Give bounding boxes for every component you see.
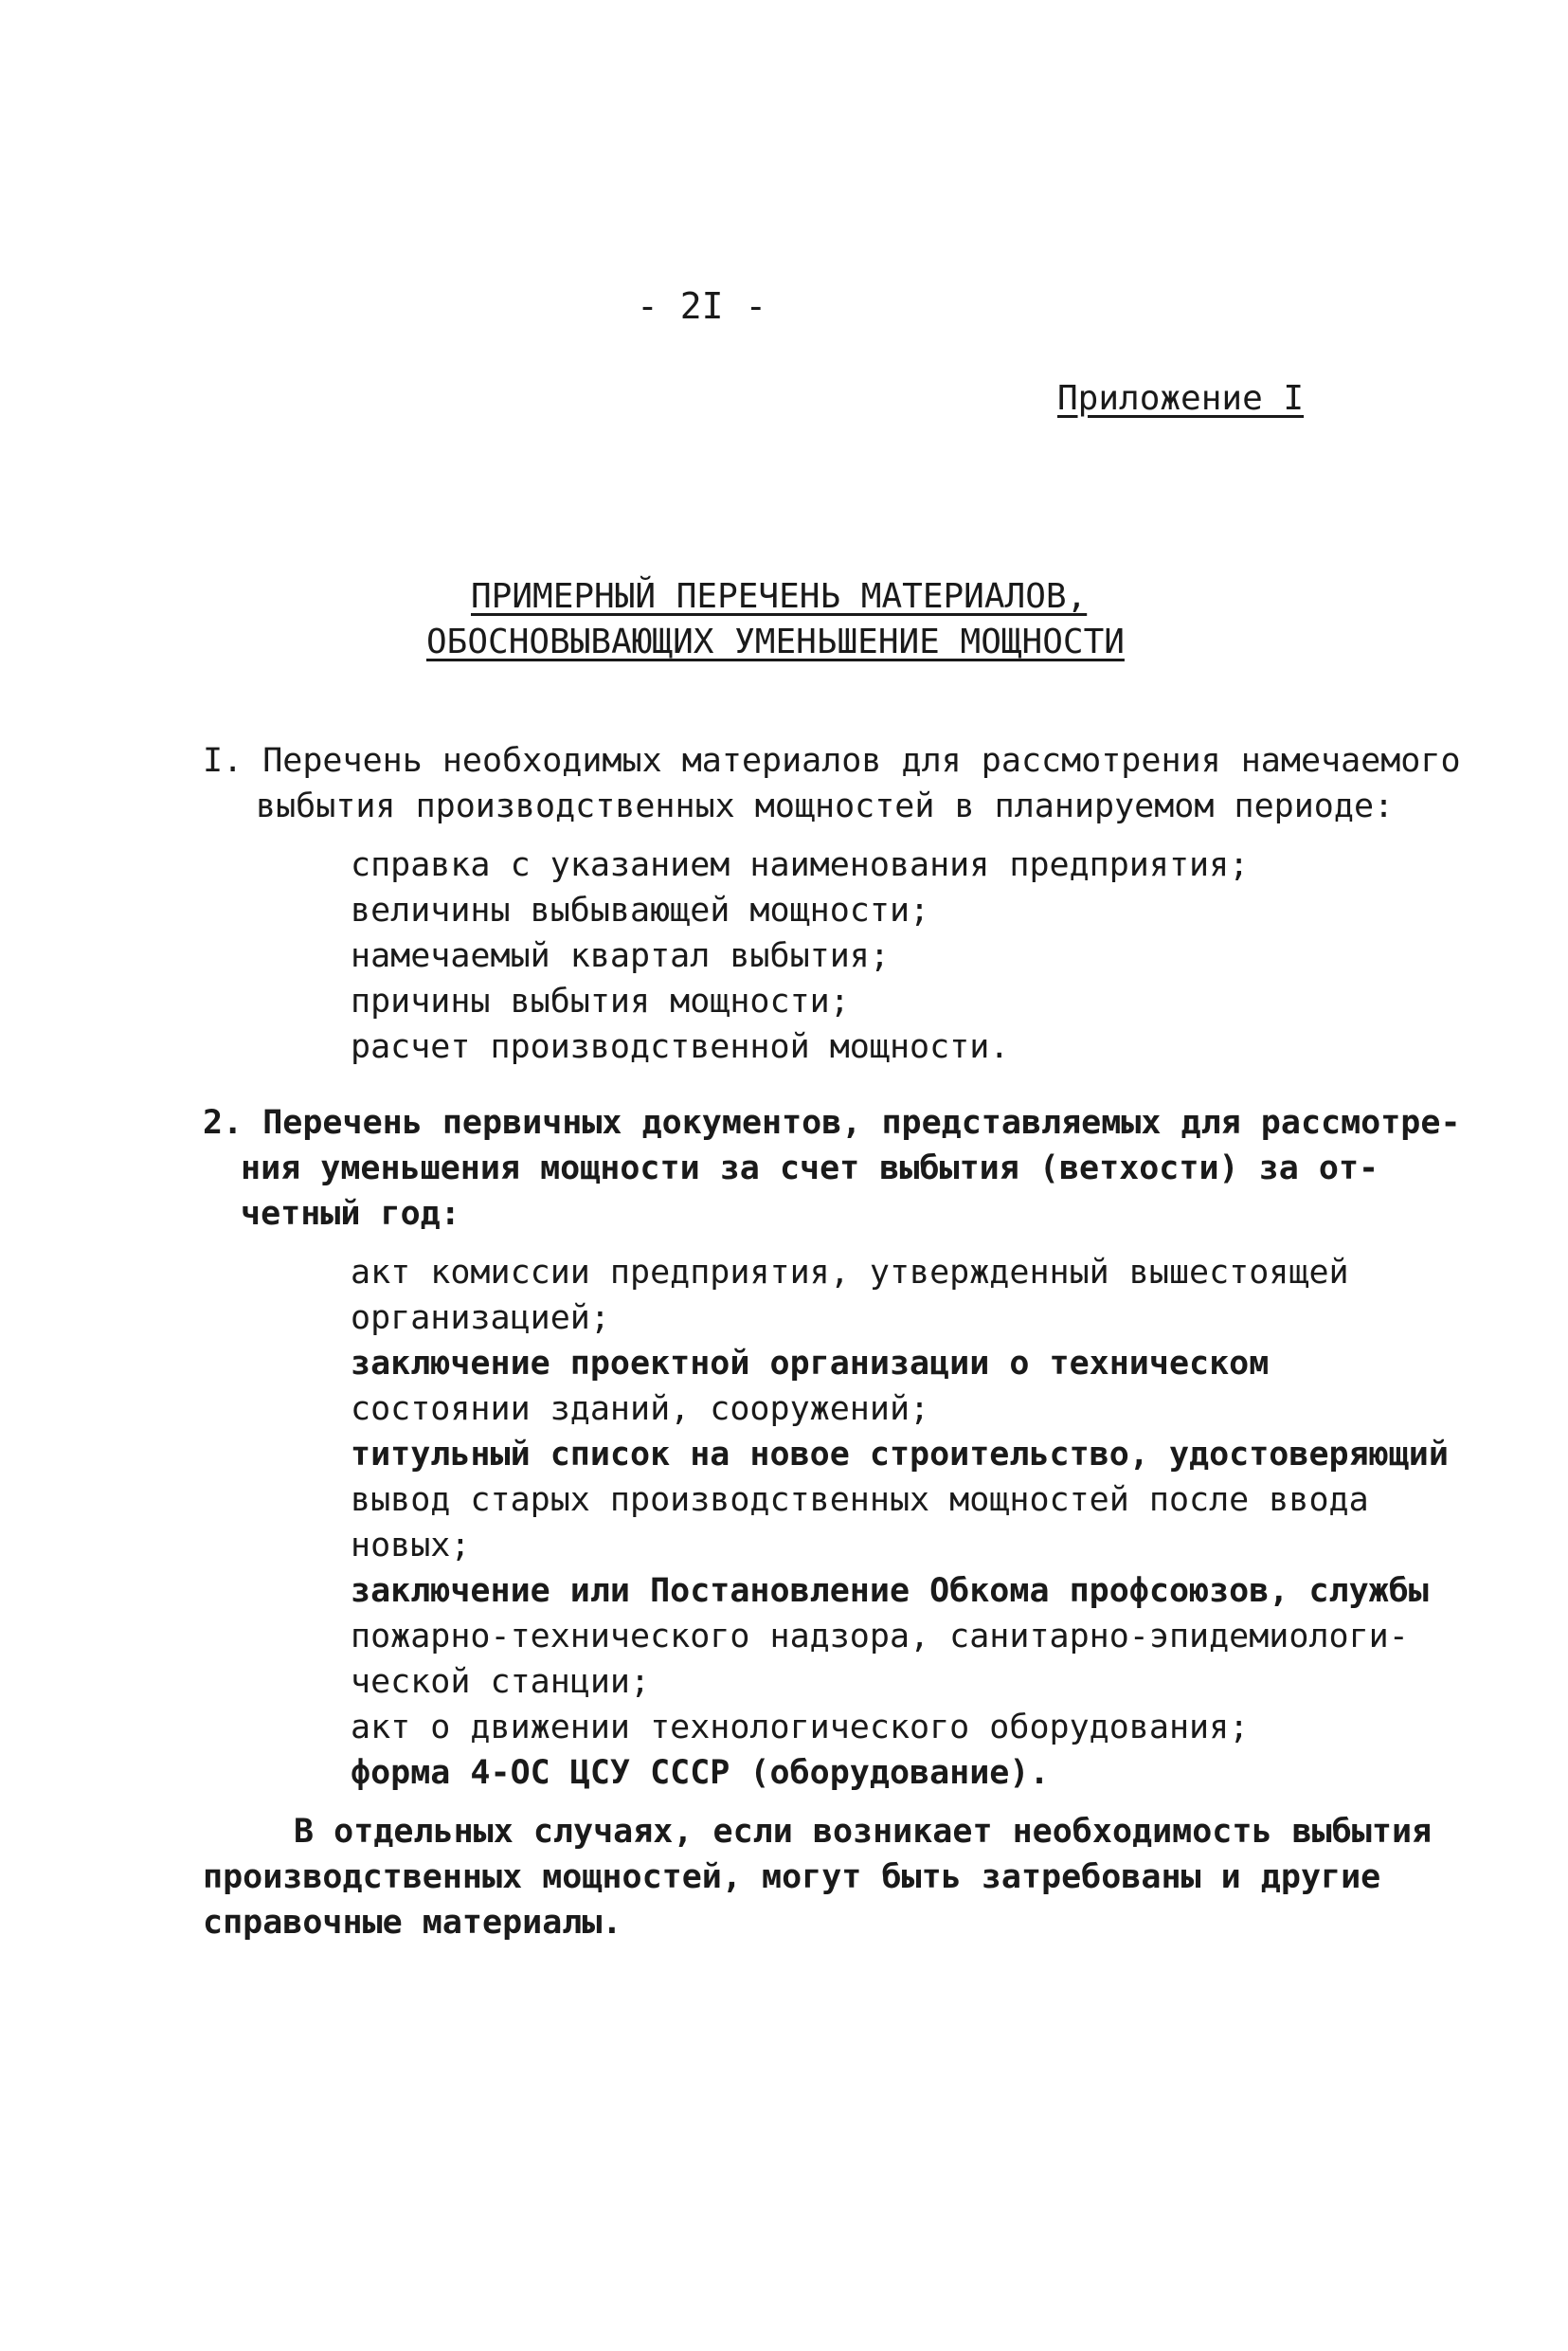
section-2-heading-line-3: четный год: [241,1195,460,1233]
section-2-list-line: заключение проектной организации о техническом [351,1345,1270,1383]
section-1-list-item: расчет производственной мощности. [351,1028,1010,1066]
closing-paragraph-line-2: производственных мощностей, могут быть затребованы и другие [203,1858,1381,1896]
section-1-list-item: причины выбытия мощности; [351,983,850,1021]
section-1-list-item: величины выбывающей мощности; [351,892,930,930]
section-2-heading-line-2: ния уменьшения мощности за счет выбытия (ветхости) за от- [241,1149,1379,1187]
section-2-list-line: вывод старых производственных мощностей после ввода [351,1481,1369,1519]
section-2-list-line: пожарно-технического надзора, санитарно-эпидемиологи- [351,1618,1409,1655]
section-2-list-line: форма 4-ОС ЦСУ СССР (оборудование). [351,1754,1050,1792]
section-2-list-line: ческой станции; [351,1663,651,1701]
page-number: - 2I - [637,285,767,327]
document-title-line-2: ОБОСНОВЫВАЮЩИХ УМЕНЬШЕНИЕ МОЩНОСТИ [426,623,1125,661]
section-2-list-line: акт комиссии предприятия, утвержденный вышестоящей [351,1254,1349,1292]
document-title-line-1: ПРИМЕРНЫЙ ПЕРЕЧЕНЬ МАТЕРИАЛОВ, [471,577,1088,616]
section-1-heading-line-2: выбытия производственных мощностей в планируемом периоде: [256,787,1395,825]
closing-paragraph-line-1: В отдельных случаях, если возникает необходимость выбытия [294,1813,1433,1851]
section-2-list-line: новых; [351,1527,471,1564]
section-2-list-line: заключение или Постановление Обкома профсоюзов, службы [351,1572,1429,1610]
section-1-list-item: справка с указанием наименования предприятия; [351,846,1250,884]
section-2-list-line: акт о движении технологического оборудования; [351,1709,1250,1746]
section-1-heading-line-1: I. Перечень необходимых материалов для рассмотрения намечаемого [203,742,1461,780]
section-2-list-line: организацией; [351,1299,610,1337]
section-1-list-item: намечаемый квартал выбытия; [351,937,890,975]
appendix-label: Приложение I [1057,379,1305,418]
closing-paragraph-line-3: справочные материалы. [203,1904,622,1942]
section-2-list-line: титульный список на новое строительство, удостоверяющий [351,1436,1449,1474]
section-2-heading-line-1: 2. Перечень первичных документов, представляемых для рассмотре- [203,1104,1461,1142]
section-2-list-line: состоянии зданий, сооружений; [351,1390,930,1428]
